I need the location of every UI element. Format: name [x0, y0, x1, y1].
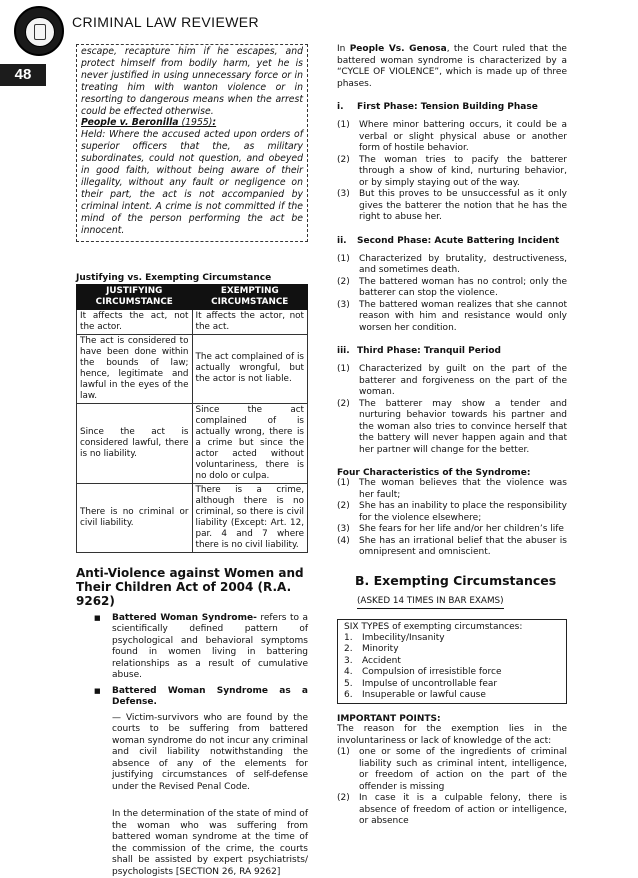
case-held: Held: Where the accused acted upon orders of superior officers that the, as military subordinates, could not question, and obeyed in good faith, without being aware of their illegality, without any fault or negligence on their part, the act is not accompanied by criminal intent. A crime is not committed if the mind of the person performing the act be innocent.	[81, 129, 303, 236]
important-points-title: IMPORTANT POINTS:	[337, 714, 441, 725]
list-item: ■ Battered Woman Syndrome as a Defense.	[94, 685, 308, 707]
list-item: (3) But this proves to be unsuccessful as it only gives the batterer the notion that he has the right to abuse her.	[337, 189, 567, 222]
table-row	[77, 334, 308, 403]
page-number: 48	[0, 64, 46, 86]
section-b-heading: B. Exempting Circumstances	[355, 572, 557, 588]
list-item: 2. Minority	[344, 644, 399, 655]
left-column	[76, 44, 308, 878]
table-cell: There is no criminal or civil liability.	[77, 483, 193, 552]
table-cell: The act complained of is actually wrongful, but the actor is not liable.	[192, 334, 308, 403]
list-item: (1) one or some of the ingredients of criminal liability such as criminal intent, intelligence, or freedom of action on the part of the offender is missing	[337, 747, 567, 792]
table-row	[77, 309, 308, 334]
table-header-justifying: JUSTIFYING CIRCUMSTANCE	[77, 284, 193, 309]
table-cell: Since the act complained of is actually wrong, there is a crime but since the actor acted without voluntariness, there is no dolo or culpa.	[192, 403, 308, 483]
phase-title: i. First Phase: Tension Building Phase	[337, 102, 538, 112]
phase-title: iii. Third Phase: Tranquil Period	[337, 346, 501, 356]
right-column	[337, 44, 567, 828]
list-item: ■ Battered Woman Syndrome- refers to a scientifically defined pattern of psychological and behavioral symptoms found in women living in battering relationships as a result of cumulative abuse.	[94, 612, 308, 680]
list-item: (2) The batterer may show a tender and nurturing behavior towards his partner and the woman also tries to convince herself that the battery will never happen again and that her partner will change for the better.	[337, 398, 567, 455]
table-cell: It affects the act, not the actor.	[77, 309, 193, 334]
table-cell: There is a crime, although there is no criminal, so there is civil liability (Except: Art. 12, par. 4 and 7 where there is no civil liability.	[192, 483, 308, 552]
box-text-continued: escape, recapture him if he escapes, and protect himself from bodily harm, yet he is never justified in using unnecessary force or in treating him with wanton violence or in resorting to dangerous means when the arrest could be effected otherwise.	[81, 46, 303, 117]
list-item: (3) She fears for her life and/or her children’s life	[337, 524, 564, 534]
list-item: (1) Where minor battering occurs, it could be a verbal or slight physical abuse or another form of hostile behavior.	[337, 120, 567, 153]
list-item: (3) The battered woman realizes that she cannot reason with him and resistance would only worsen her condition.	[337, 299, 567, 333]
determination-paragraph: In the determination of the state of mind of the woman who was suffering from battered woman syndrome at the time of the commission of the crime, the courts shall be assisted by expert psychiatrists/ psychologists [SECTION 26, RA 9262]	[112, 809, 308, 877]
list-item: 5. Impulse of uncontrollable fear	[344, 678, 498, 689]
bullet-icon: ■	[94, 686, 101, 695]
table-row	[77, 483, 308, 552]
list-item: 3. Accident	[344, 655, 401, 666]
table-cell: It affects the actor, not the act.	[192, 309, 308, 334]
case-box	[76, 44, 308, 242]
section-b-subtitle: (ASKED 14 TIMES IN BAR EXAMS)	[357, 596, 504, 609]
genosa-intro: In People Vs. Genosa, the Court ruled that the battered woman syndrome is characterized by a “CYCLE OF VIOLENCE”, which is made up of three phases.	[337, 44, 567, 89]
list-item: 4. Compulsion of irresistible force	[344, 667, 502, 678]
case-citation: People v. Beronilla (1955):	[81, 117, 217, 129]
six-types-title: SIX TYPES of exempting circumstances:	[344, 621, 523, 632]
table-title: Justifying vs. Exempting Circumstance	[76, 272, 272, 283]
table-cell: The act is considered to have been done within the bounds of law; hence, legitimate and lawful in the eyes of the law.	[77, 334, 193, 403]
table-header-exempting: EXEMPTING CIRCUMSTANCE	[192, 284, 308, 309]
list-item: (1) Characterized by brutality, destructiveness, and sometimes death.	[337, 253, 567, 275]
seal-inner-icon	[25, 17, 55, 47]
table-row	[77, 403, 308, 483]
defense-paragraph: — Victim-survivors who are found by the courts to be suffering from battered woman syndrome do not incur any criminal and civil liability notwithstanding the absence of any of the elements for justifying circumstances of self-defense under the Revised Penal Code.	[112, 712, 308, 792]
characteristics-title: Four Characteristics of the Syndrome:	[337, 468, 531, 478]
school-seal-icon	[14, 6, 64, 56]
table-cell: Since the act is considered lawful, there is no liability.	[77, 403, 193, 483]
list-item: 1. Imbecility/Insanity	[344, 632, 445, 643]
list-item: (2) The woman tries to pacify the batterer through a show of kind, nurturing behavior, or by simply staying out of the way.	[337, 154, 567, 188]
important-intro: The reason for the exemption lies in the involuntariness or lack of knowledge of the act:	[337, 724, 567, 746]
list-item: (1) The woman believes that the violence was her fault;	[337, 478, 567, 500]
comparison-table	[76, 284, 308, 553]
phase-title: ii. Second Phase: Acute Battering Incident	[337, 235, 560, 246]
list-item: (2) The battered woman has no control; only the batterer can stop the violence.	[337, 276, 567, 298]
bullet-icon: ■	[94, 613, 101, 622]
list-item: (2) In case it is a culpable felony, there is absence of freedom of action or intelligence, or absence	[337, 793, 567, 827]
list-item: 6. Insuperable or lawful cause	[344, 689, 486, 700]
list-item: (1) Characterized by guilt on the part of the batterer and forgiveness on the part of the woman.	[337, 364, 567, 397]
list-item: (2) She has an inability to place the responsibility for the violence elsewhere;	[337, 501, 567, 523]
section-heading-vawc: Anti-Violence against Women and Their Children Act of 2004 (R.A. 9262)	[76, 565, 304, 608]
six-types-box	[337, 619, 567, 705]
header-title: CRIMINAL LAW REVIEWER	[72, 14, 260, 30]
list-item: (4) She has an irrational belief that the abuser is omnipresent and omniscient.	[337, 535, 567, 557]
